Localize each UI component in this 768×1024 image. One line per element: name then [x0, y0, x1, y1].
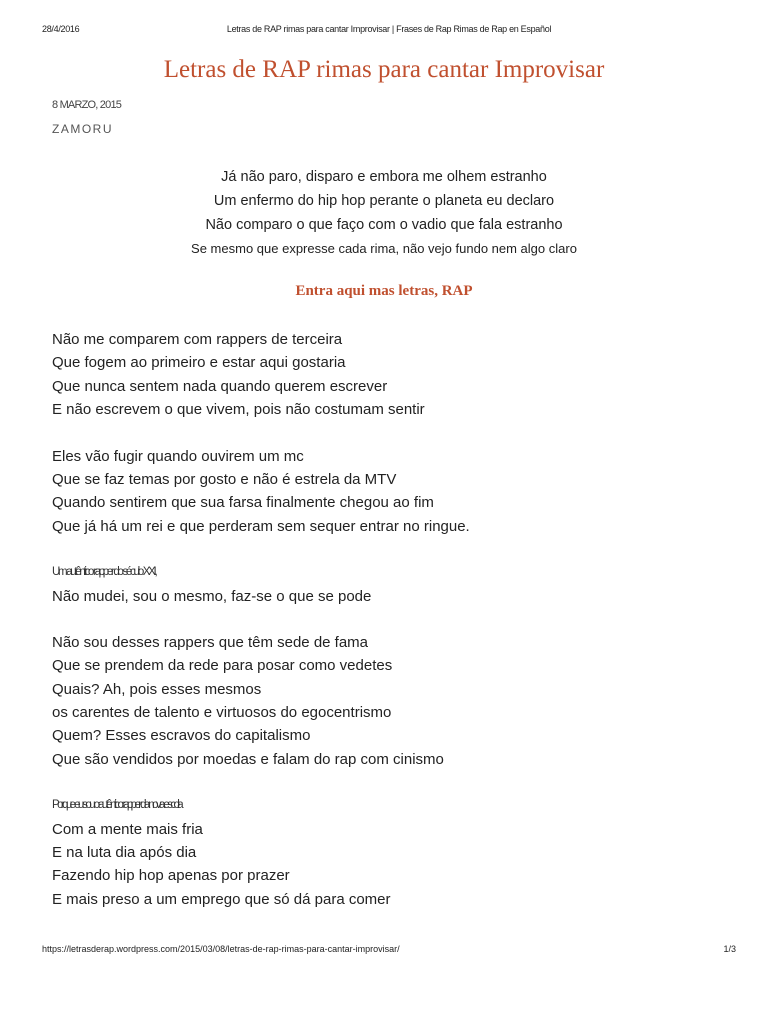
stanza [52, 794, 728, 911]
stanza [52, 445, 728, 539]
lyric-line: Fazendo hip hop apenas por prazer [52, 867, 290, 885]
print-date: 28/4/2016 [42, 24, 80, 34]
lyric-line: Quando sentirem que sua farsa finalmente chegou ao fim [52, 494, 434, 512]
stanza [52, 631, 728, 771]
post-date[interactable]: 8 MARZO, 2015 [52, 99, 122, 111]
lyric-line-condensed: Porque eu sou o autêntico rapper da nova escola [52, 799, 182, 812]
lyric-line: Quem? Esses escravos do capitalismo [52, 727, 311, 745]
lyric-line: Que se faz temas por gosto e não é estrela da MTV [52, 470, 397, 488]
lyric-line: Que se prendem da rede para posar como vedetes [52, 657, 393, 675]
page-url: https://letrasderap.wordpress.com/2015/03/08/letras-de-rap-rimas-para-cantar-improvisar/ [42, 944, 400, 954]
lyric-line: Com a mente mais fria [52, 820, 203, 838]
lyric-line: os carentes de talento e virtuosos do egocentrismo [52, 704, 392, 722]
intro-block [0, 165, 768, 261]
intro-line: Já não paro, disparo e embora me olhem estranho [221, 169, 547, 185]
post-title: Letras de RAP rimas para cantar Improvisar [163, 56, 605, 83]
lyric-line: Que nunca sentem nada quando querem escrever [52, 377, 388, 395]
lyric-line: E mais preso a um emprego que só dá para comer [52, 890, 391, 908]
post-author[interactable]: ZAMORU [52, 122, 113, 136]
print-page-title: Letras de RAP rimas para cantar Improvisar | Frases de Rap Rimas de Rap en Español [226, 24, 552, 34]
lyrics-body [52, 328, 728, 934]
intro-line: Se mesmo que expresse cada rima, não vejo fundo nem algo claro [191, 241, 577, 256]
print-header [42, 24, 736, 38]
lyric-line: Que são vendidos por moedas e falam do rap com cinismo [52, 750, 444, 768]
lyric-line-condensed: Um autêntico rapper do século XXI, [52, 566, 156, 579]
lyric-line: E não escrevem o que vivem, pois não costumam sentir [52, 401, 425, 419]
lyric-line: E na luta dia após dia [52, 844, 197, 862]
stanza [52, 328, 728, 422]
lyric-line: Que já há um rei e que perderam sem sequer entrar no ringue. [52, 517, 470, 535]
page-count: 1/3 [723, 944, 736, 954]
lyric-line: Não sou desses rappers que têm sede de fama [52, 633, 369, 651]
lyric-line: Que fogem ao primeiro e estar aqui gostaria [52, 354, 346, 372]
intro-line: Não comparo o que faço com o vadio que fala estranho [205, 217, 563, 233]
intro-line: Um enfermo do hip hop perante o planeta eu declaro [213, 193, 555, 209]
print-footer [42, 944, 736, 958]
lyric-line: Quais? Ah, pois esses mesmos [52, 680, 262, 698]
lyric-line: Não mudei, sou o mesmo, faz-se o que se pode [52, 587, 372, 605]
more-lyrics-link[interactable]: Entra aqui mas letras, RAP [295, 283, 473, 299]
stanza [52, 561, 728, 608]
lyric-line: Não me comparem com rappers de terceira [52, 331, 343, 348]
lyric-line: Eles vão fugir quando ouvirem um mc [52, 447, 304, 465]
